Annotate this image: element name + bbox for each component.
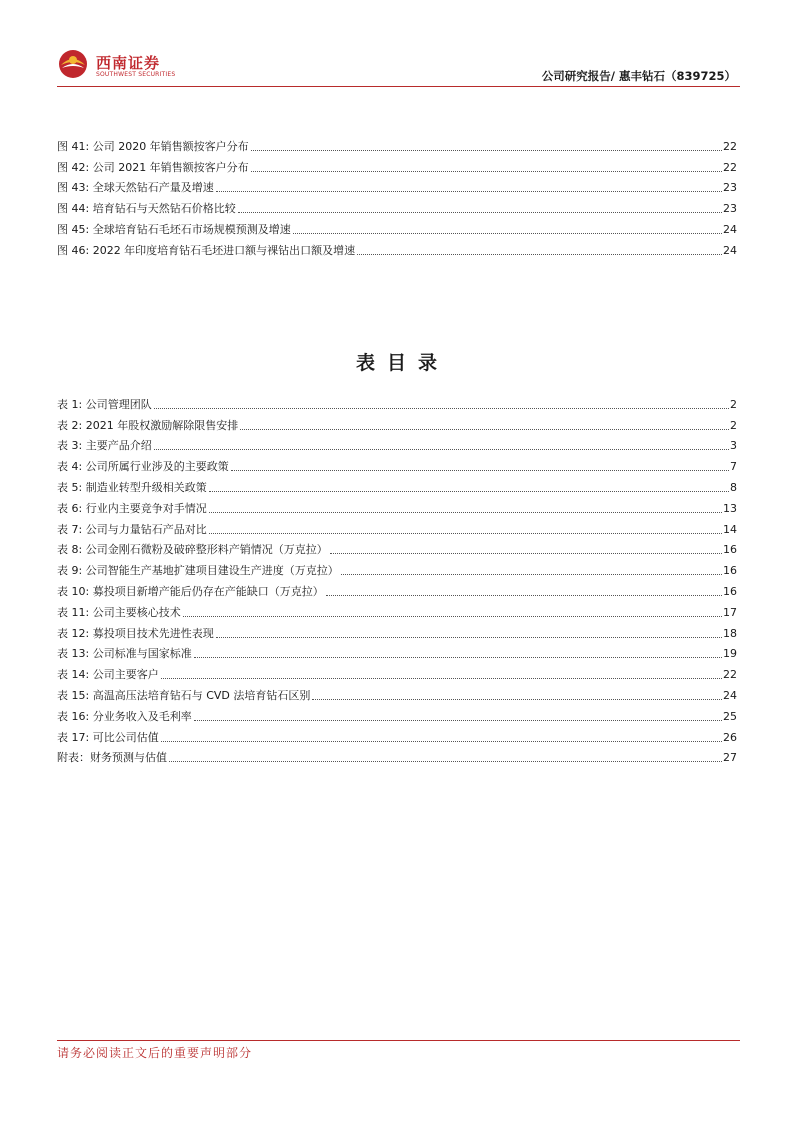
toc-entry-page: 23 <box>723 202 737 216</box>
leader-dots <box>240 429 729 430</box>
toc-entry-label: 表 3: 主要产品介绍 <box>57 439 152 453</box>
leader-dots <box>216 191 722 192</box>
header-divider <box>57 86 740 87</box>
toc-entry-label: 图 45: 全球培育钻石毛坯石市场规模预测及增速 <box>57 222 291 236</box>
brand-name-en: SOUTHWEST SECURITIES <box>96 71 176 78</box>
toc-entry-page: 22 <box>723 668 737 682</box>
leader-dots <box>293 233 722 234</box>
toc-entry-page: 14 <box>723 522 737 536</box>
leader-dots <box>251 150 722 151</box>
toc-entry-label: 图 43: 全球天然钻石产量及增速 <box>57 181 214 195</box>
leader-dots <box>194 720 722 721</box>
toc-entry[interactable] <box>57 703 737 724</box>
toc-entry-page: 25 <box>723 709 737 723</box>
toc-entry-label: 表 5: 制造业转型升级相关政策 <box>57 480 207 494</box>
toc-entry-label: 表 12: 募投项目技术先进性表现 <box>57 626 214 640</box>
leader-dots <box>231 470 729 471</box>
toc-entry-label: 图 46: 2022 年印度培育钻石毛坯进口额与裸钻出口额及增速 <box>57 243 356 257</box>
toc-entry-page: 26 <box>723 730 737 744</box>
toc-entry-page: 17 <box>723 605 737 619</box>
toc-entry-label: 表 11: 公司主要核心技术 <box>57 605 181 619</box>
figure-list <box>57 133 737 258</box>
leader-dots <box>169 761 722 762</box>
toc-entry-label: 表 7: 公司与力量钻石产品对比 <box>57 522 207 536</box>
leader-dots <box>251 171 722 172</box>
leader-dots <box>357 254 722 255</box>
toc-entry-page: 22 <box>723 139 737 153</box>
toc-entry[interactable] <box>57 724 737 745</box>
toc-entry[interactable] <box>57 537 737 558</box>
leader-dots <box>341 574 722 575</box>
toc-entry[interactable] <box>57 495 737 516</box>
leader-dots <box>161 678 722 679</box>
toc-entry[interactable] <box>57 599 737 620</box>
table-list <box>57 391 737 765</box>
toc-entry[interactable] <box>57 682 737 703</box>
toc-entry[interactable] <box>57 620 737 641</box>
toc-entry-page: 13 <box>723 501 737 515</box>
toc-entry[interactable] <box>57 175 737 196</box>
brand-name: 西南证券 <box>96 54 161 72</box>
leader-dots <box>209 491 729 492</box>
leader-dots <box>209 533 722 534</box>
toc-entry[interactable] <box>57 195 737 216</box>
toc-entry[interactable] <box>57 412 737 433</box>
toc-entry-page: 19 <box>723 647 737 661</box>
toc-entry[interactable] <box>57 745 737 766</box>
toc-entry-label: 表 15: 高温高压法培育钻石与 CVD 法培育钻石区别 <box>57 688 311 702</box>
toc-entry-label: 表 9: 公司智能生产基地扩建项目建设生产进度（万克拉） <box>57 564 339 578</box>
toc-entry-page: 18 <box>723 626 737 640</box>
report-title: 公司研究报告/ 惠丰钻石（839725） <box>541 69 736 83</box>
toc-entry[interactable] <box>57 641 737 662</box>
toc-entry[interactable] <box>57 661 737 682</box>
leader-dots <box>238 212 722 213</box>
toc-entry-label: 表 13: 公司标准与国家标准 <box>57 647 192 661</box>
toc-entry[interactable] <box>57 578 737 599</box>
toc-entry-page: 22 <box>723 160 737 174</box>
toc-entry-page: 24 <box>723 222 737 236</box>
toc-entry-label: 附表：财务预测与估值 <box>57 751 167 765</box>
toc-entry[interactable] <box>57 391 737 412</box>
toc-entry[interactable] <box>57 133 737 154</box>
toc-entry-label: 表 8: 公司金刚石微粉及破碎整形料产销情况（万克拉） <box>57 543 328 557</box>
leader-dots <box>326 595 722 596</box>
toc-entry[interactable] <box>57 154 737 175</box>
toc-entry-label: 表 2: 2021 年股权激励解除限售安排 <box>57 418 239 432</box>
toc-entry-page: 16 <box>723 564 737 578</box>
toc-entry[interactable] <box>57 216 737 237</box>
toc-entry[interactable] <box>57 433 737 454</box>
leader-dots <box>161 741 722 742</box>
toc-entry-page: 2 <box>730 397 737 411</box>
toc-entry-label: 图 41: 公司 2020 年销售额按客户分布 <box>57 139 249 153</box>
toc-entry-page: 16 <box>723 543 737 557</box>
toc-entry[interactable] <box>57 453 737 474</box>
toc-entry-page: 24 <box>723 688 737 702</box>
page-header <box>0 0 793 92</box>
toc-entry-label: 表 14: 公司主要客户 <box>57 668 159 682</box>
leader-dots <box>216 637 722 638</box>
toc-entry-label: 图 42: 公司 2021 年销售额按客户分布 <box>57 160 249 174</box>
toc-entry-page: 2 <box>730 418 737 432</box>
footer-divider <box>57 1040 740 1041</box>
leader-dots <box>194 657 722 658</box>
leader-dots <box>154 408 729 409</box>
toc-entry-page: 23 <box>723 181 737 195</box>
toc-entry-label: 表 1: 公司管理团队 <box>57 397 152 411</box>
table-of-tables-heading: 表目录 <box>355 352 449 374</box>
leader-dots <box>183 616 722 617</box>
toc-entry-page: 8 <box>730 480 737 494</box>
leader-dots <box>330 553 722 554</box>
toc-entry-label: 表 6: 行业内主要竞争对手情况 <box>57 501 207 515</box>
leader-dots <box>209 512 722 513</box>
leader-dots <box>154 449 729 450</box>
toc-entry-label: 表 10: 募投项目新增产能后仍存在产能缺口（万克拉） <box>57 584 324 598</box>
southwest-securities-logo-icon <box>58 49 88 79</box>
toc-entry[interactable] <box>57 557 737 578</box>
toc-entry-label: 表 16: 分业务收入及毛利率 <box>57 709 192 723</box>
toc-entry-label: 表 17: 可比公司估值 <box>57 730 159 744</box>
toc-entry-page: 27 <box>723 751 737 765</box>
toc-entry-page: 3 <box>730 439 737 453</box>
toc-entry-page: 24 <box>723 243 737 257</box>
toc-entry[interactable] <box>57 516 737 537</box>
leader-dots <box>312 699 722 700</box>
toc-entry-label: 图 44: 培育钻石与天然钻石价格比较 <box>57 202 236 216</box>
toc-entry-page: 7 <box>730 460 737 474</box>
toc-entry-label: 表 4: 公司所属行业涉及的主要政策 <box>57 460 229 474</box>
toc-entry[interactable] <box>57 237 737 258</box>
toc-entry[interactable] <box>57 474 737 495</box>
disclaimer-note: 请务必阅读正文后的重要声明部分 <box>57 1046 253 1060</box>
toc-entry-page: 16 <box>723 584 737 598</box>
